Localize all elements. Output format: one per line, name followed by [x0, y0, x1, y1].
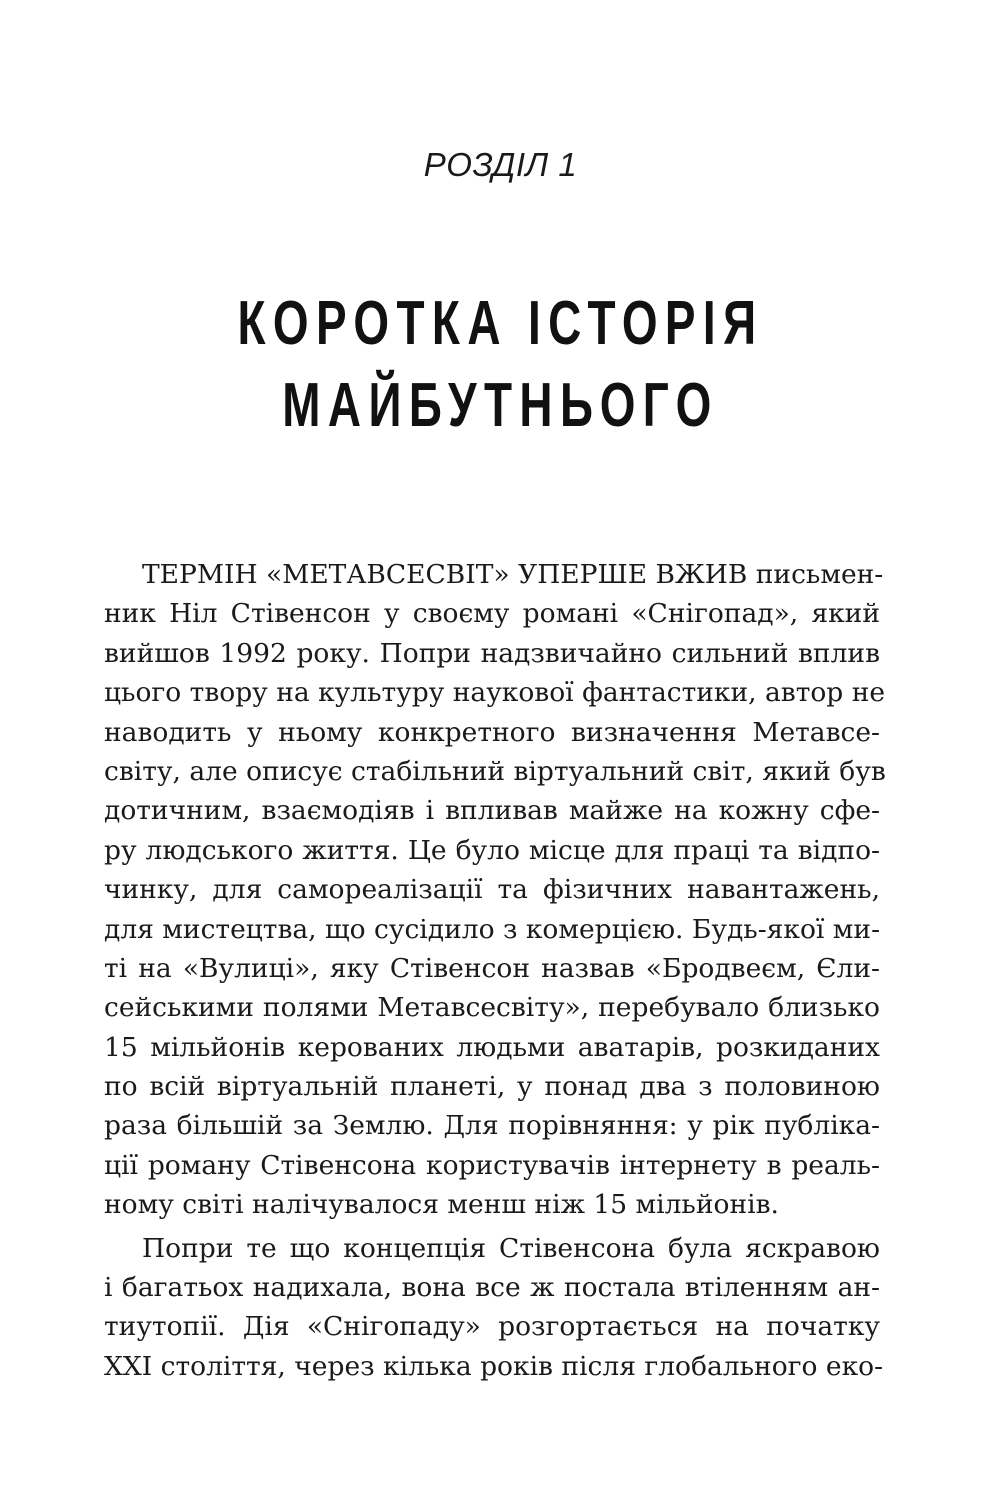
text-line: ру людського життя. Це було місце для праці та відпо- [104, 834, 880, 866]
text-line: тиутопії. Дія «Снігопаду» розгортається на початку [104, 1311, 880, 1343]
chapter-title-line: МАЙБУТНЬОГО [282, 371, 719, 440]
chapter-title [130, 283, 871, 447]
text-line: ник Ніл Стівенсон у своєму романі «Снігопад», який [104, 598, 880, 630]
text-line: і багатьох надихала, вона все ж постала втіленням ан- [104, 1272, 880, 1304]
paragraph [104, 555, 886, 1225]
text-line: вийшов 1992 року. Попри надзвичайно сильний вплив [104, 637, 880, 669]
text-line: раза більшій за Землю. Для порівняння: у рік публіка- [104, 1110, 880, 1142]
text-line: ті на «Вулиці», яку Стівенсон назвав «Бродвеєм, Єли- [104, 952, 880, 984]
text-line: наводить у ньому конкретного визначення Метавсе- [104, 716, 880, 748]
paragraph [104, 1229, 884, 1387]
text-line: XXI століття, через кілька років після глобального еко- [104, 1350, 884, 1382]
chapter-label: РОЗДІЛ 1 [423, 146, 578, 183]
text-line: чинку, для самореалізації та фізичних навантажень, [104, 874, 880, 906]
text-line: цього твору на культуру наукової фантастики, автор не [104, 677, 886, 709]
text-line: по всій віртуальній планеті, у понад два з половиною [104, 1071, 880, 1103]
text-line: 15 мільйонів керованих людьми аватарів, розкиданих [104, 1031, 880, 1063]
text-line: сейськими полями Метавсесвіту», перебувало близько [104, 992, 880, 1024]
text-line: ному світі налічувалося менш ніж 15 мільйонів. [104, 1189, 779, 1221]
text-line: ції роману Стівенсона користувачів інтернету в реаль- [104, 1149, 880, 1181]
text-line: дотичним, взаємодіяв і впливав майже на кожну сфе- [104, 795, 880, 827]
text-line: для мистецтва, що сусідило з комерцією. Будь-якої ми- [104, 913, 881, 945]
chapter-title-line: КОРОТКА ІСТОРІЯ [237, 289, 764, 358]
text-line: ТЕРМІН «МЕТАВСЕСВІТ» УПЕРШЕ ВЖИВ письмен- [142, 559, 884, 590]
text-line: світу, але описує стабільний віртуальний світ, який був [104, 755, 886, 787]
body-text [104, 555, 886, 1386]
text-line: Попри те що концепція Стівенсона була яскравою [142, 1232, 880, 1264]
